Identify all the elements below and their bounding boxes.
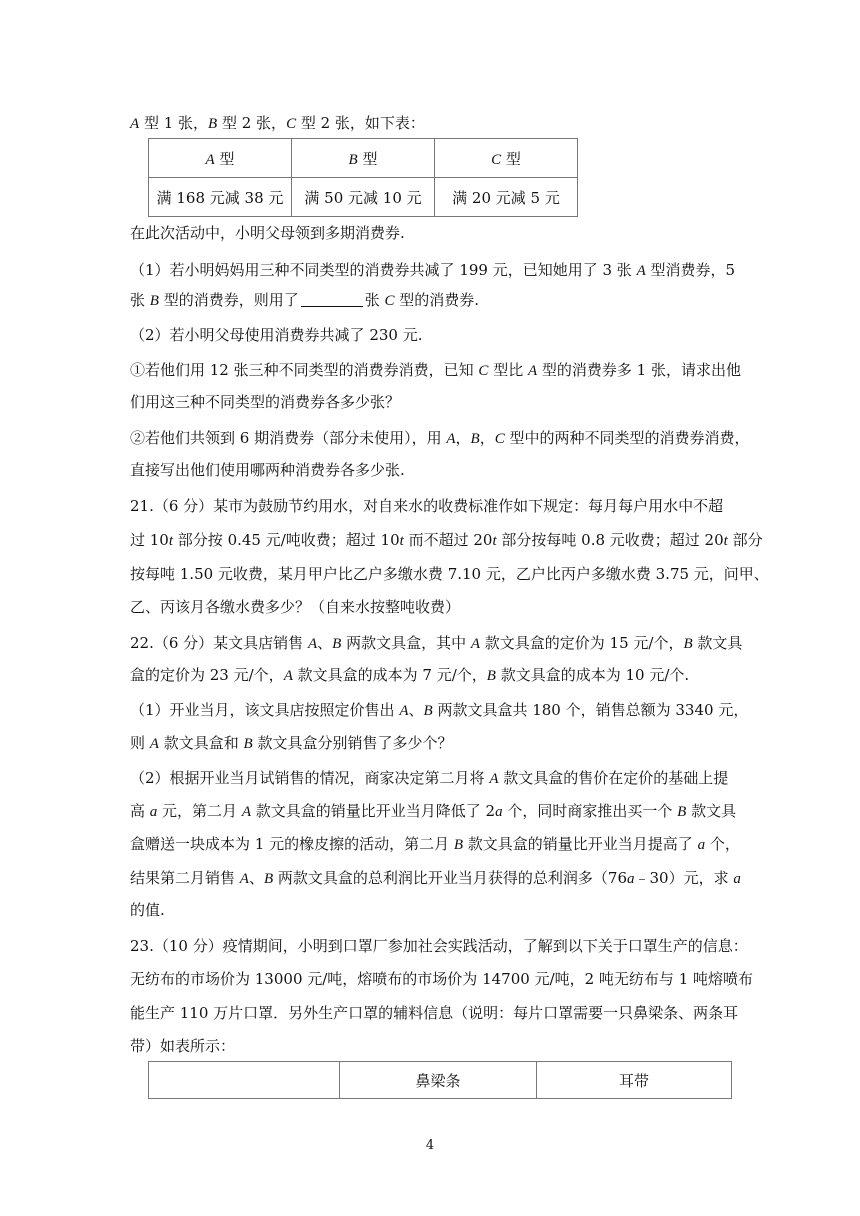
math-variable: A (149, 736, 159, 752)
answer-blank (301, 291, 363, 307)
text-segment: 带）如表所示： (130, 1037, 236, 1055)
math-variable: a (733, 871, 741, 887)
text-segment: 、 (408, 701, 424, 719)
text-segment: 在此次活动中，小明父母领到多期消费券. (130, 224, 405, 242)
text-line (130, 460, 742, 480)
math-variable: a (495, 804, 503, 820)
math-variable: t (399, 533, 404, 549)
text-line (130, 360, 742, 381)
text-line (130, 325, 742, 345)
text-segment: 型的消费券，则用了 (158, 291, 299, 309)
text-segment: （2）若小明父母使用消费券共减了 230 元. (130, 326, 423, 344)
math-variable: A (399, 703, 409, 719)
text-line (130, 564, 769, 584)
text-segment: 款文具盒的成本为 10 元/个. (495, 666, 690, 684)
text-segment: 高 (130, 802, 150, 820)
text-line (130, 1003, 742, 1023)
text-segment: 款文具盒的售价在定价的基础上提 (498, 769, 729, 787)
table-row (149, 178, 578, 217)
math-variable: A (470, 636, 481, 652)
text-segment: （1）开业当月，该文具店按照定价售出 (130, 701, 400, 719)
text-line (130, 428, 750, 449)
text-line (130, 900, 742, 920)
coupon-table (148, 138, 578, 217)
table-row (149, 1062, 732, 1099)
text-segment: ①若他们用 12 张三种不同类型的消费券消费，已知 (130, 361, 479, 379)
table-header-nose-strip: 鼻梁条 (340, 1062, 537, 1099)
text-segment: 22.（6 分）某文具店销售 (130, 634, 308, 652)
text-segment: ﹣30）元，求 (634, 869, 734, 887)
math-variable: t (492, 533, 497, 549)
text-line (130, 834, 742, 855)
text-segment: 直接写出他们使用哪两种消费券各多少张. (130, 461, 405, 479)
text-segment: 乙、丙该月各缴水费多少？（自来水按整吨收费） (130, 598, 461, 616)
text-segment: 则 (130, 734, 150, 752)
table-header-c: C 型 (435, 139, 578, 178)
math-variable: A (636, 263, 646, 279)
text-line (130, 290, 742, 311)
text-line (130, 597, 742, 617)
text-segment: 款文具盒分别销售了多少个？ (252, 734, 453, 752)
text-line (130, 969, 754, 989)
text-segment: 们用这三种不同类型的消费券各多少张？ (130, 393, 401, 411)
text-segment: （2）根据开业当月试销售的情况，商家决定第二月将 (130, 769, 490, 787)
math-variable: a (149, 804, 158, 820)
math-variable: A (489, 771, 499, 787)
math-variable: B (470, 431, 480, 447)
math-variable: B (683, 636, 693, 652)
text-segment: 款文具 (686, 802, 737, 820)
table-header-a: A 型 (149, 139, 292, 178)
table-cell: 满 20 元减 5 元 (435, 178, 578, 217)
table-cell: 满 168 元减 38 元 (149, 178, 292, 217)
text-segment: 张 (364, 291, 385, 309)
auxiliary-materials-table (148, 1061, 732, 1099)
math-variable: A (239, 871, 249, 887)
text-segment: 盒的定价为 23 元/个， (130, 666, 284, 684)
math-variable: B (332, 636, 342, 652)
text-segment: 过 10 (130, 531, 169, 549)
math-variable: t (168, 533, 174, 549)
math-variable: B (677, 804, 687, 820)
math-variable: A (307, 636, 318, 652)
math-variable: B (243, 736, 253, 752)
text-segment: 按每吨 1.50 元收费，某月甲户比乙户多缴水费 7.10 元，乙户比丙户多缴水费 3.75 元，问甲、 (130, 565, 769, 583)
text-segment: 型中的两种不同类型的消费券消费， (504, 429, 750, 447)
text-line (130, 936, 748, 956)
text-line (130, 801, 742, 822)
math-variable: a (697, 837, 706, 853)
math-variable: A (446, 431, 456, 447)
math-variable: A (527, 363, 538, 379)
text-line (130, 530, 763, 551)
text-line (130, 700, 749, 721)
text-segment: 而不超过 20 (403, 531, 493, 549)
page-number: 4 (425, 1138, 435, 1153)
table-header-empty (149, 1062, 340, 1099)
text-segment: ， (479, 429, 495, 447)
intro-line: A 型 1 张，B 型 2 张，C 型 2 张，如下表： (130, 114, 425, 132)
text-segment: 个，同时商家推出买一个 (502, 802, 678, 820)
math-variable: a (627, 871, 635, 887)
text-segment: 部分 (727, 531, 763, 549)
text-segment: 个， (705, 835, 740, 853)
text-line (130, 223, 742, 243)
text-line (130, 496, 742, 516)
table-cell: 满 50 元减 10 元 (292, 178, 435, 217)
text-line (130, 868, 742, 889)
text-segment: 型的消费券. (394, 291, 480, 309)
text-segment: 两款文具盒，其中 (341, 634, 471, 652)
text-segment: 部分按 0.45 元/吨收费；超过 10 (173, 531, 400, 549)
text-segment: 的值. (130, 901, 165, 919)
text-line (130, 392, 742, 412)
text-segment: 两款文具盒共 180 个，销售总额为 3340 元， (432, 701, 749, 719)
text-segment: 款文具盒和 (158, 734, 244, 752)
text-segment: 结果第二月销售 (130, 869, 240, 887)
table-header-b: B 型 (292, 139, 435, 178)
text-segment: （1）若小明妈妈用三种不同类型的消费券共减了 199 元，已知她用了 3 张 (130, 261, 637, 279)
text-segment: 款文具盒的成本为 7 元/个， (292, 666, 487, 684)
math-variable: B (263, 871, 274, 887)
text-line (130, 733, 742, 754)
text-segment: 无纺布的市场价为 13000 元/吨，熔喷布的市场价为 14700 元/吨，2 吨无纺布与 1 吨熔喷布 (130, 970, 754, 988)
table-row (149, 139, 578, 178)
text-segment: 21.（6 分）某市为鼓励节约用水，对自来水的收费标准作如下规定：每月每户用水中不超 (130, 497, 724, 515)
text-line (130, 768, 742, 789)
math-variable: C (384, 293, 395, 309)
text-segment: 款文具盒的定价为 15 元/个， (480, 634, 684, 652)
text-segment: ②若他们共领到 6 期消费券（部分未使用），用 (130, 429, 447, 447)
text-segment: 款文具 (692, 634, 743, 652)
table-header-ear-loop: 耳带 (537, 1062, 732, 1099)
math-variable: A (283, 668, 293, 684)
text-segment: 两款文具盒的总利润比开业当月获得的总利润多（76 (273, 869, 627, 887)
text-line (130, 1036, 742, 1056)
math-variable: C (494, 431, 505, 447)
math-variable: B (149, 293, 159, 309)
text-segment: 元，第二月 (157, 802, 242, 820)
math-variable: B (423, 703, 433, 719)
text-segment: 能生产 110 万片口罩．另外生产口罩的辅料信息（说明：每片口罩需要一只鼻梁条、两条耳 (130, 1004, 739, 1022)
math-variable: B (453, 837, 464, 853)
math-variable: A (241, 804, 251, 820)
text-segment: 、 (317, 634, 333, 652)
text-line (130, 633, 742, 654)
text-segment: 张 (130, 291, 150, 309)
text-segment: 款文具盒的销量比开业当月提高了 (463, 835, 698, 853)
math-variable: B (486, 668, 496, 684)
text-segment: 盒赠送一块成本为 1 元的橡皮擦的活动，第二月 (130, 835, 454, 853)
math-variable: t (723, 533, 728, 549)
text-segment: ， (455, 429, 471, 447)
text-segment: 型消费券，5 (645, 261, 736, 279)
text-line (130, 260, 742, 281)
text-segment: 款文具盒的销量比开业当月降低了 2 (251, 802, 496, 820)
text-line (130, 665, 742, 686)
text-segment: 23.（10 分）疫情期间，小明到口罩厂参加社会实践活动，了解到以下关于口罩生产的信息： (130, 937, 748, 955)
text-segment: 、 (248, 869, 264, 887)
math-variable: C (478, 363, 489, 379)
text-segment: 型比 (488, 361, 528, 379)
text-segment: 型的消费券多 1 张，请求出他 (537, 361, 741, 379)
text-segment: 部分按每吨 0.8 元收费；超过 20 (496, 531, 724, 549)
